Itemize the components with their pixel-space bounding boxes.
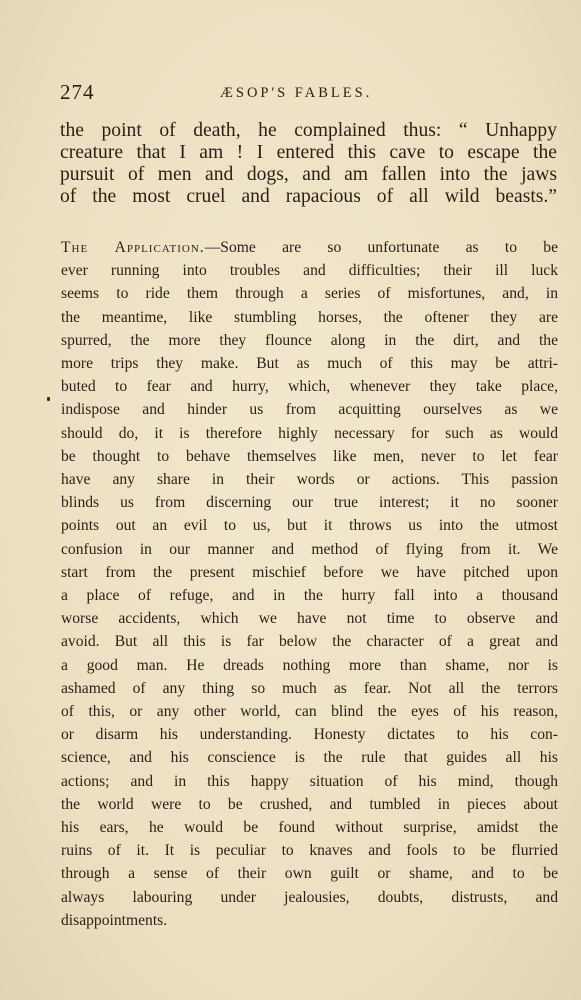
text-line: avoid. But all this is far below the character of a great and xyxy=(61,633,558,651)
running-head: ÆSOP'S FABLES. xyxy=(220,85,373,101)
page-number: 274 xyxy=(60,80,95,104)
text-line: start from the present mischief before we have pitched upon xyxy=(61,563,558,581)
text-line: buted to fear and hurry, which, whenever they take place, xyxy=(61,378,558,396)
text-line: a place of refuge, and in the hurry fall into a thousand xyxy=(61,587,558,605)
text-line: indispose and hinder us from acquitting ourselves as we xyxy=(61,401,558,419)
text-line: seems to ride them through a series of misfortunes, and, in xyxy=(61,285,558,303)
text-line: ever running into troubles and difficulties; their ill luck xyxy=(61,262,558,280)
text-line: actions; and in this happy situation of his mind, though xyxy=(61,772,558,790)
text-line: or disarm his understanding. Honesty dictates to his con- xyxy=(61,726,558,744)
text-line: science, and his conscience is the rule that guides all his xyxy=(61,749,558,767)
page-header xyxy=(60,80,521,104)
text-line: ruins of it. It is peculiar to knaves and fools to be flurried xyxy=(61,842,558,860)
text-line: of this, or any other world, can blind the eyes of his reason, xyxy=(61,703,558,721)
text-line: a good man. He dreads nothing more than shame, nor is xyxy=(61,656,558,674)
text-line: more trips they make. But as much of this may be attri- xyxy=(61,355,558,373)
text-line-last: disappointments. xyxy=(61,911,168,929)
text-line: through a sense of their own guilt or shame, and to be xyxy=(61,865,558,883)
text-line: the world were to be crushed, and tumbled in pieces about xyxy=(61,795,558,813)
text-line: confusion in our manner and method of flying from it. We xyxy=(61,540,558,558)
text-line: points out an evil to us, but it throws us into the utmost xyxy=(61,517,558,535)
text-line: ashamed of any thing so much as fear. Not all the terrors xyxy=(61,679,558,697)
text-line: should do, it is therefore highly necessary for such as would xyxy=(61,424,558,442)
application-first-line-text: —Some are so unfortunate as to be xyxy=(204,239,558,256)
text-line: always labouring under jealousies, doubts, distrusts, and xyxy=(61,888,558,906)
text-line: creature that I am ! I entered this cave to escape the xyxy=(60,142,557,163)
application-first-line xyxy=(61,236,558,259)
text-line: pursuit of men and dogs, and am fallen into the jaws xyxy=(60,164,557,185)
text-line: worse accidents, which we have not time to observe and xyxy=(61,610,558,628)
text-line: of the most cruel and rapacious of all wild beasts.” xyxy=(60,186,557,207)
text-line: his ears, he would be found without surprise, amidst the xyxy=(61,819,558,837)
application-heading: The Application. xyxy=(61,239,205,256)
application-paragraph xyxy=(61,236,558,932)
text-line: have any share in their words or actions. This passion xyxy=(61,471,558,489)
text-line: blinds us from discerning our true interest; it no sooner xyxy=(61,494,558,512)
text-line: the point of death, he complained thus: “ Unhappy xyxy=(60,120,557,141)
text-line: be thought to behave themselves like men, never to let fear xyxy=(61,447,558,465)
margin-mark xyxy=(47,397,50,401)
text-line: spurred, the more they flounce along in the dirt, and the xyxy=(61,331,558,349)
text-line: the meantime, like stumbling horses, the oftener they are xyxy=(61,308,558,326)
fable-closing-paragraph xyxy=(60,120,557,208)
